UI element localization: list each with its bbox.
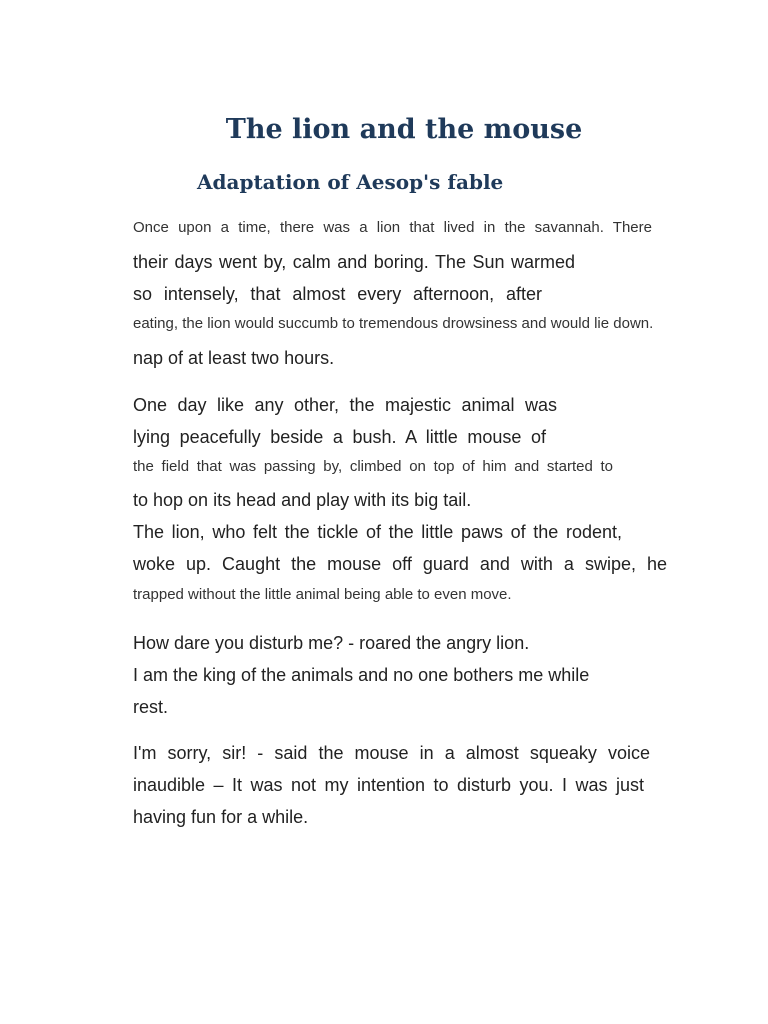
text-line: The lion, who felt the tickle of the little paws of the rodent, (133, 522, 622, 542)
text-line: Once upon a time, there was a lion that lived in the savannah. There (133, 219, 652, 236)
text-line: having fun for a while. (133, 807, 309, 827)
text-line: to hop on its head and play with its big tail. (133, 490, 472, 510)
document-title: The lion and the mouse (225, 114, 583, 145)
text-line: I am the king of the animals and no one bothers me while (133, 665, 590, 685)
text-line: rest. (133, 697, 169, 717)
text-line: How dare you disturb me? - roared the angry lion. (133, 633, 530, 653)
text-line: eating, the lion would succumb to tremendous drowsiness and would lie down. (133, 315, 654, 332)
text-line: inaudible – It was not my intention to disturb you. I was just (133, 775, 644, 795)
text-line: nap of at least two hours. (133, 348, 335, 368)
text-line: One day like any other, the majestic animal was (133, 395, 557, 415)
text-line: trapped without the little animal being able to even move. (133, 586, 512, 603)
text-line: lying peacefully beside a bush. A little mouse of (133, 427, 546, 447)
text-line: so intensely, that almost every afternoon, after (133, 284, 542, 304)
text-line: woke up. Caught the mouse off guard and with a swipe, he (133, 554, 667, 574)
text-line: their days went by, calm and boring. The Sun warmed (133, 252, 575, 272)
text-line: the field that was passing by, climbed on top of him and started to (133, 458, 613, 475)
text-line: I'm sorry, sir! - said the mouse in a almost squeaky voice (133, 743, 650, 763)
document-subtitle: Adaptation of Aesop's fable (197, 170, 504, 194)
